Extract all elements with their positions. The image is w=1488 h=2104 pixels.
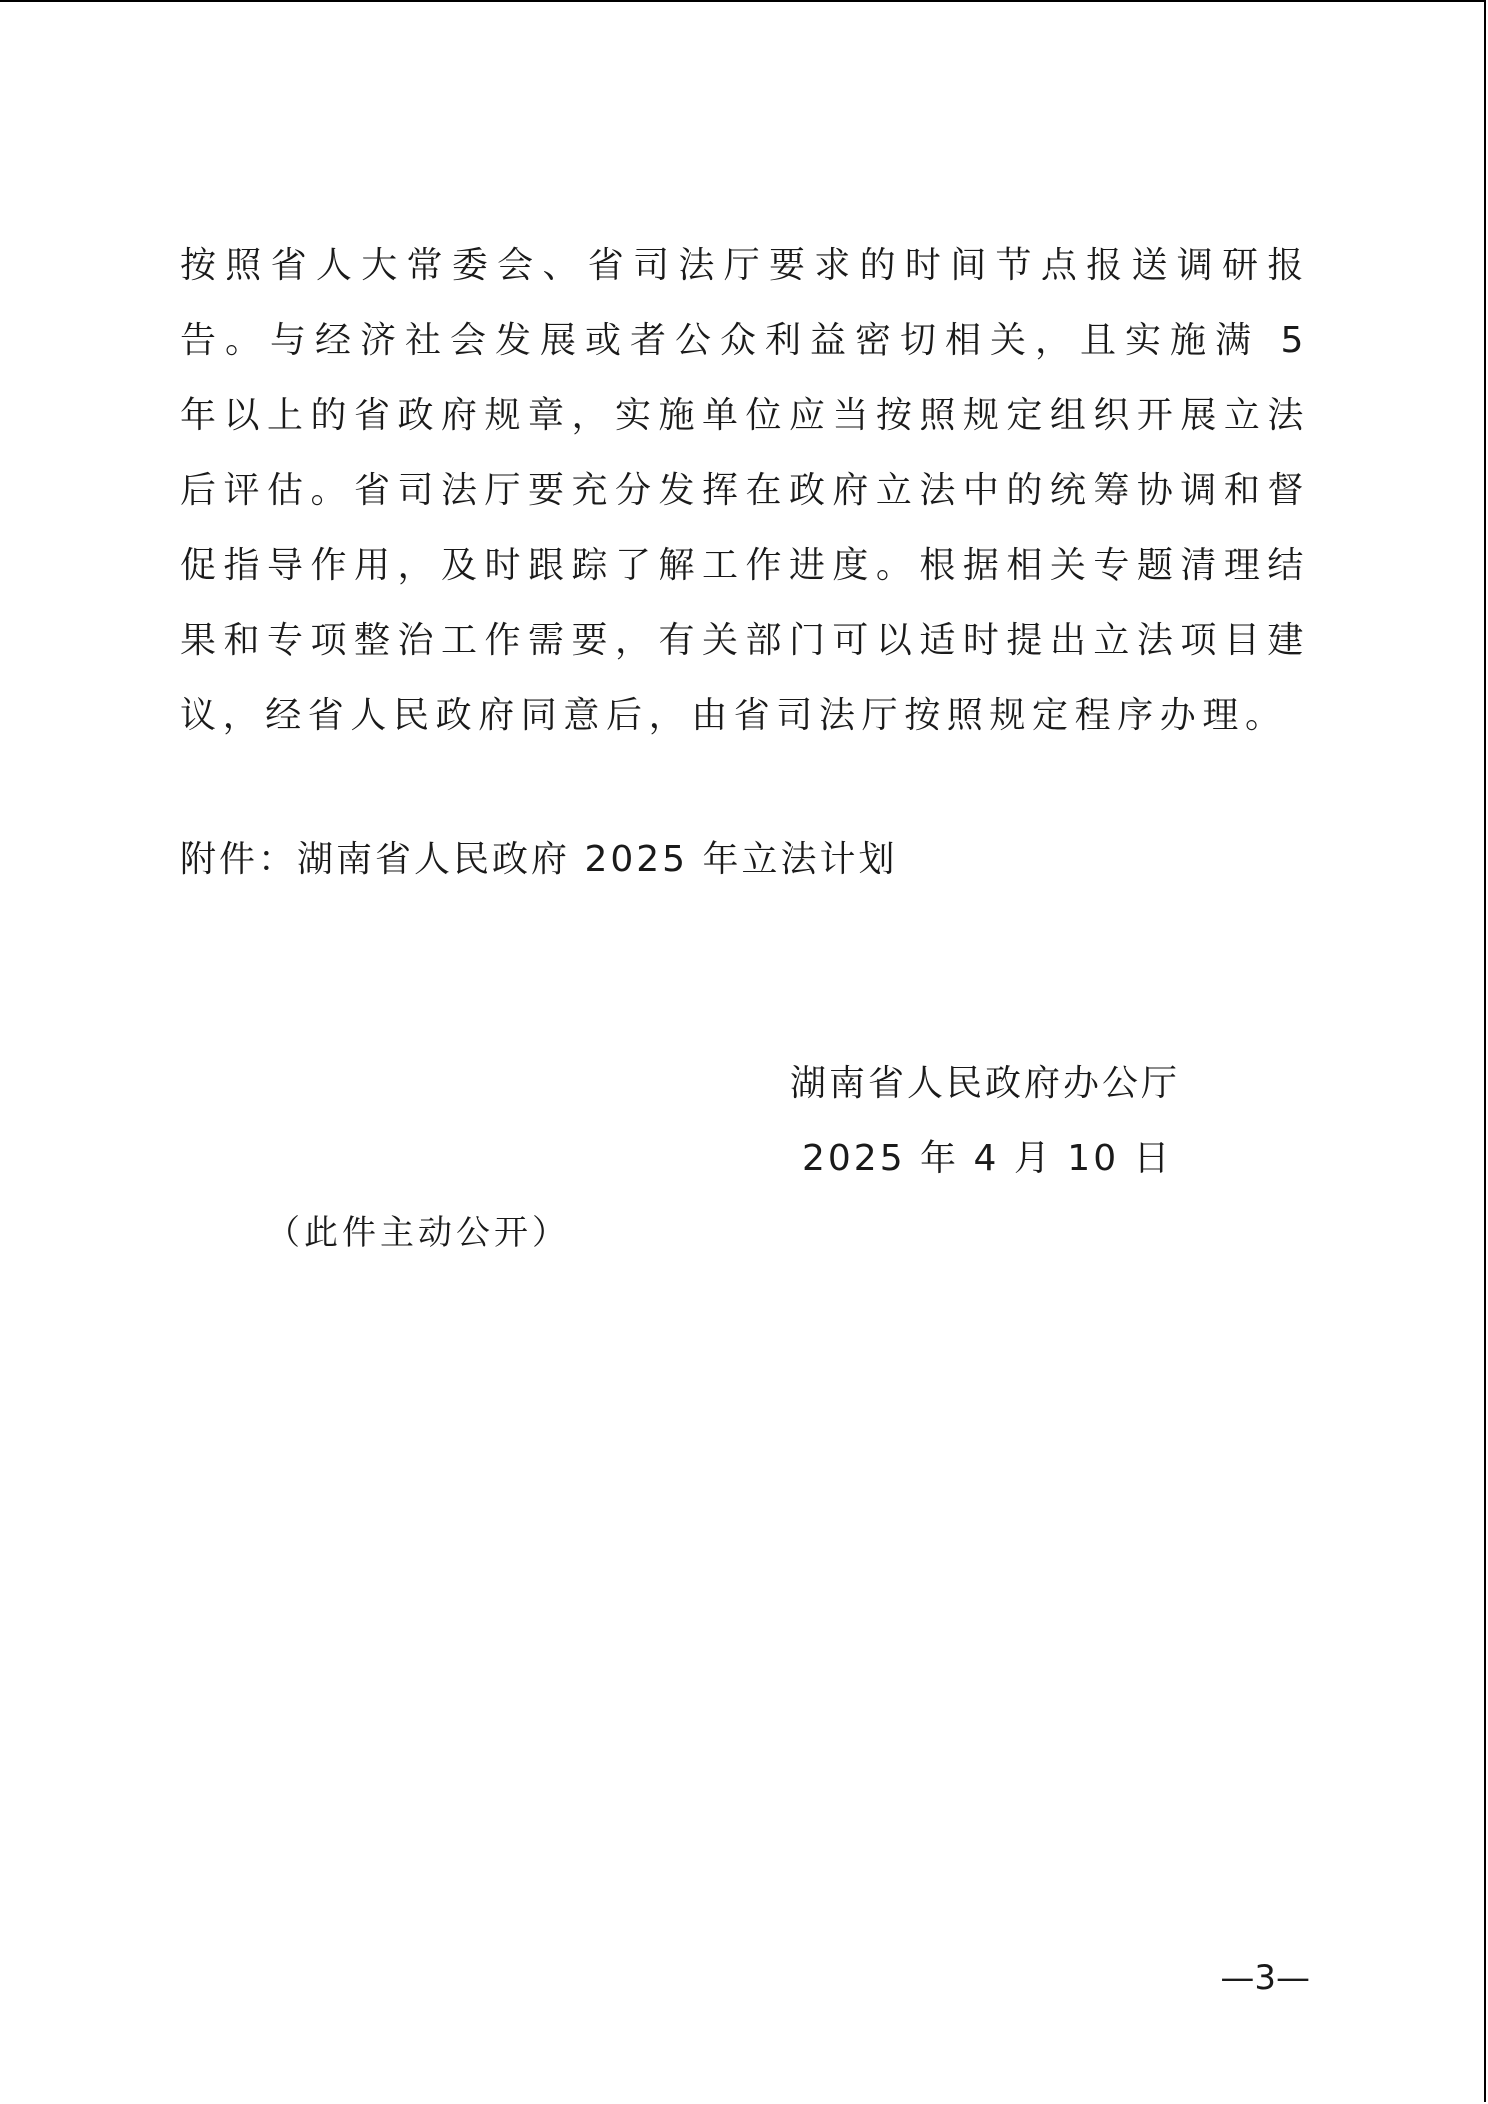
disclosure-note: （此件主动公开） bbox=[266, 1213, 570, 1253]
attachment-line: 附件：湖南省人民政府 2025 年立法计划 bbox=[180, 839, 898, 880]
issuing-authority: 湖南省人民政府办公厅 bbox=[790, 1063, 1181, 1104]
body-paragraph: 按照省人大常委会、省司法厅要求的时间节点报送调研报告。与经济社会发展或者公众利益密切相关，且实施满 5 年以上的省政府规章，实施单位应当按照规定组织开展立法后评估。省司法厅要充分发挥在政府立法中的统筹协调和督促指导作用，及时跟踪了解工作进度。根据相关专题清理结果和专项整治工作需要，有关部门可以适时提出立法项目建议，经省人民政府同意后，由省司法厅按照规定程序办理。 bbox=[180, 245, 1310, 736]
page-number: —3— bbox=[1220, 1958, 1310, 1998]
issue-date: 2025 年 4 月 10 日 bbox=[802, 1138, 1173, 1179]
